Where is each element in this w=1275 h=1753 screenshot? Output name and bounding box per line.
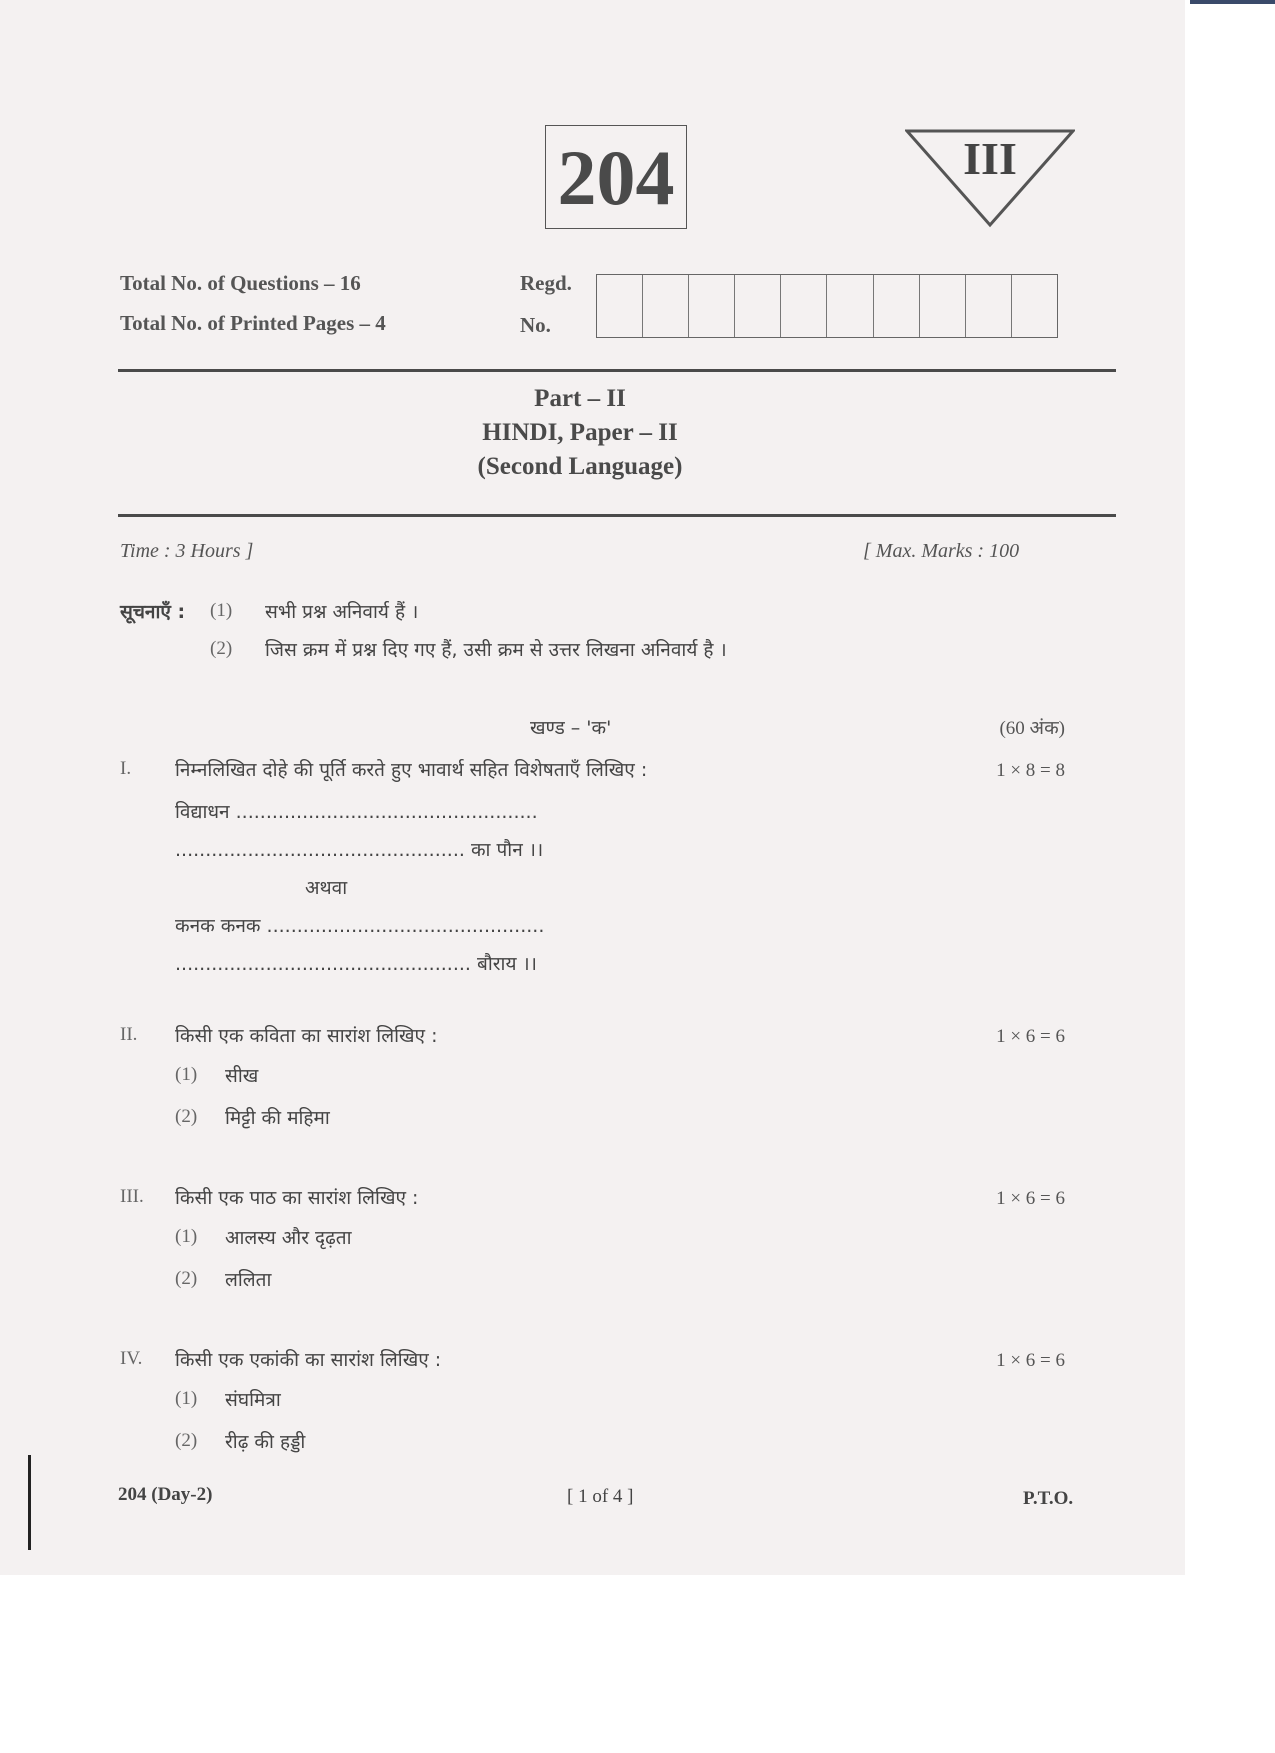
- total-questions: Total No. of Questions – 16: [120, 271, 361, 295]
- registration-number-boxes[interactable]: [596, 274, 1058, 338]
- question-marks: 1 × 6 = 6: [996, 1350, 1065, 1371]
- instruction-number: (2): [210, 638, 233, 659]
- regd-digit-box[interactable]: [920, 275, 966, 337]
- question-number: II.: [120, 1024, 138, 1045]
- question-text: किसी एक कविता का सारांश लिखिए :: [175, 1025, 438, 1047]
- couplet-line: ................................................. बौराय ।।: [175, 953, 537, 975]
- time-allowed: Time : 3 Hours ]: [120, 540, 254, 562]
- option-text: संघमित्रा: [225, 1389, 281, 1411]
- instruction-number: (1): [210, 600, 233, 621]
- option-number: (2): [175, 1106, 198, 1127]
- scan-edge-mark: [1190, 0, 1275, 4]
- regd-no-label: No.: [520, 313, 551, 337]
- question-number: I.: [120, 758, 132, 779]
- regd-digit-box[interactable]: [781, 275, 827, 337]
- regd-digit-box[interactable]: [597, 275, 643, 337]
- regd-digit-box[interactable]: [643, 275, 689, 337]
- max-marks: [ Max. Marks : 100: [863, 540, 1020, 562]
- page-number: [ 1 of 4 ]: [567, 1486, 634, 1507]
- couplet-line: विद्याधन ..................................................: [175, 801, 538, 823]
- instruction-text: सभी प्रश्न अनिवार्य हैं ।: [265, 601, 419, 623]
- paper-code-box: 204: [545, 125, 687, 229]
- regd-digit-box[interactable]: [827, 275, 873, 337]
- question-marks: 1 × 8 = 8: [996, 760, 1065, 781]
- question-number: IV.: [120, 1348, 143, 1369]
- bottom-rule: [118, 514, 1116, 517]
- question-text: निम्नलिखित दोहे की पूर्ति करते हुए भावार्थ सहित विशेषताएँ लिखिए :: [175, 759, 648, 781]
- section-title: खण्ड – 'क': [530, 717, 612, 739]
- top-rule: [118, 369, 1116, 372]
- total-pages: Total No. of Printed Pages – 4: [120, 311, 386, 335]
- couplet-line: कनक कनक ..............................................: [175, 915, 545, 937]
- pto-label: P.T.O.: [1023, 1488, 1074, 1509]
- or-label: अथवा: [305, 877, 348, 899]
- option-text: रीढ़ की हड्डी: [225, 1431, 306, 1453]
- instruction-text: जिस क्रम में प्रश्न दिए गए हैं, उसी क्रम से उत्तर लिखना अनिवार्य है ।: [265, 639, 727, 661]
- option-number: (2): [175, 1430, 198, 1451]
- option-text: मिट्टी की महिमा: [225, 1107, 330, 1129]
- question-marks: 1 × 6 = 6: [996, 1026, 1065, 1047]
- option-number: (1): [175, 1064, 198, 1085]
- subject-title: HINDI, Paper – II: [482, 419, 678, 446]
- margin-mark: [28, 1455, 31, 1550]
- footer-paper-code: 204 (Day-2): [118, 1484, 213, 1505]
- instructions-label: सूचनाएँ :: [120, 601, 186, 623]
- question-text: किसी एक पाठ का सारांश लिखिए :: [175, 1187, 419, 1209]
- section-marks: (60 अंक): [999, 718, 1065, 739]
- option-number: (1): [175, 1226, 198, 1247]
- regd-digit-box[interactable]: [966, 275, 1012, 337]
- part-title: Part – II: [534, 385, 626, 412]
- question-text: किसी एक एकांकी का सारांश लिखिए :: [175, 1349, 442, 1371]
- regd-digit-box[interactable]: [689, 275, 735, 337]
- set-label: III: [963, 133, 1017, 184]
- couplet-line: ................................................ का पौन ।।: [175, 839, 544, 861]
- option-text: ललिता: [225, 1269, 272, 1291]
- regd-digit-box[interactable]: [874, 275, 920, 337]
- option-number: (2): [175, 1268, 198, 1289]
- option-number: (1): [175, 1388, 198, 1409]
- question-number: III.: [120, 1186, 144, 1207]
- question-marks: 1 × 6 = 6: [996, 1188, 1065, 1209]
- option-text: सीख: [225, 1065, 259, 1087]
- language-title: (Second Language): [477, 453, 683, 480]
- regd-label: Regd.: [520, 271, 572, 295]
- regd-digit-box[interactable]: [735, 275, 781, 337]
- regd-digit-box[interactable]: [1012, 275, 1057, 337]
- option-text: आलस्य और दृढ़ता: [225, 1227, 352, 1249]
